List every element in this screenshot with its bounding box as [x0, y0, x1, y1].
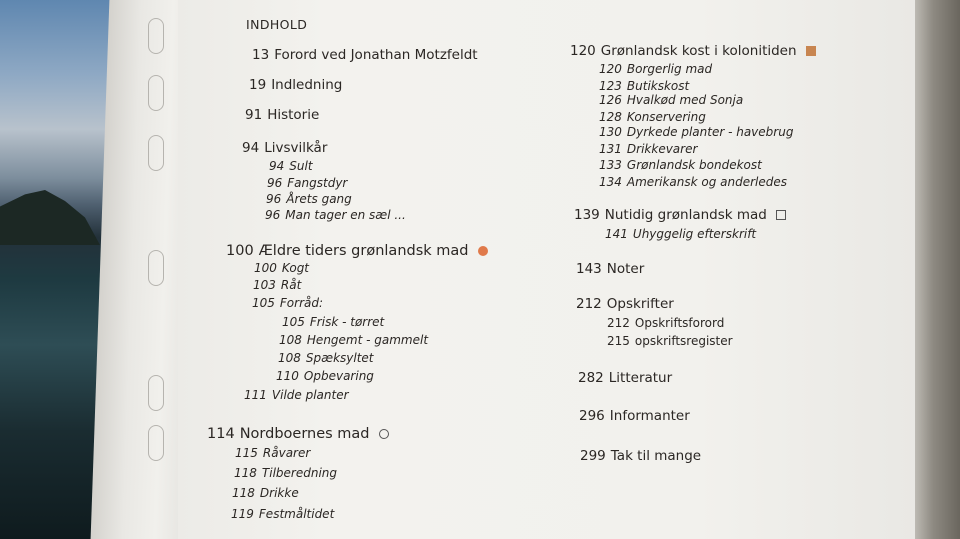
open-square-icon	[776, 210, 786, 220]
toc-subentry: 118 Tilberedning	[234, 466, 337, 480]
toc-subentry: 103 Råt	[253, 278, 302, 292]
toc-subentry: 96 Fangstdyr	[267, 176, 348, 190]
toc-subentry: 110 Opbevaring	[276, 369, 374, 383]
toc-chapter: 139 Nutidig grønlandsk mad	[574, 209, 786, 223]
toc-subentry: 108 Spæksyltet	[278, 351, 374, 365]
filled-square-icon	[806, 46, 816, 56]
toc-subentry: 100 Kogt	[254, 261, 310, 275]
binding-stitch	[148, 135, 164, 171]
binding-stitch	[148, 425, 164, 461]
toc-subentry: 212 Opskriftsforord	[607, 316, 725, 330]
toc-subentry: 128 Konservering	[599, 110, 706, 124]
toc-subentry: 94 Sult	[269, 159, 313, 173]
toc-subentry: 215 opskriftsregister	[607, 334, 733, 348]
toc-subentry: 133 Grønlandsk bondekost	[599, 158, 762, 172]
toc-subentry: 108 Hengemt - gammelt	[279, 333, 429, 347]
toc-entry: 94 Livsvilkår	[242, 140, 328, 156]
toc-subentry: 96 Man tager en sæl ...	[265, 208, 406, 222]
toc-chapter: 120 Grønlandsk kost i kolonitiden	[570, 45, 816, 59]
toc-subentry: 130 Dyrkede planter - havebrug	[599, 125, 794, 139]
toc-subentry: 119 Festmåltidet	[231, 507, 335, 521]
binding-stitch	[148, 250, 164, 286]
toc-subentry: 115 Råvarer	[235, 446, 311, 460]
toc-subentry: 141 Uhyggelig efterskrift	[605, 227, 757, 241]
toc-subentry: 105 Forråd:	[252, 296, 324, 310]
orange-dot-icon	[478, 246, 488, 256]
contents-heading: INDHOLD	[246, 17, 308, 32]
toc-subentry: 111 Vilde planter	[244, 388, 349, 402]
toc-chapter: 282 Litteratur	[578, 370, 673, 386]
toc-chapter: 299 Tak til mange	[580, 448, 702, 464]
toc-chapter: 100 Ældre tiders grønlandsk mad	[226, 244, 488, 259]
toc-chapter: 296 Informanter	[579, 408, 690, 424]
toc-subentry: 123 Butikskost	[599, 79, 690, 93]
toc-entry: 91 Historie	[245, 107, 320, 123]
toc-subentry: 131 Drikkevarer	[599, 142, 698, 156]
toc-entry: 19 Indledning	[249, 77, 343, 93]
toc-chapter: 114 Nordboernes mad	[207, 427, 389, 442]
toc-chapter: 143 Noter	[576, 261, 645, 277]
toc-chapter: 212 Opskrifter	[576, 296, 674, 312]
toc-subentry: 134 Amerikansk og anderledes	[599, 175, 788, 189]
toc-subentry: 120 Borgerlig mad	[599, 62, 713, 76]
open-circle-icon	[379, 429, 389, 439]
toc-subentry: 105 Frisk - tørret	[282, 315, 385, 329]
toc-subentry: 126 Hvalkød med Sonja	[599, 93, 744, 107]
table-background	[915, 0, 960, 539]
binding-stitch	[148, 75, 164, 111]
binding-stitch	[148, 375, 164, 411]
toc-entry: 13 Forord ved Jonathan Motzfeldt	[252, 47, 478, 63]
toc-subentry: 118 Drikke	[232, 486, 299, 500]
mountain-silhouette	[0, 190, 100, 245]
binding-stitch	[148, 18, 164, 54]
toc-subentry: 96 Årets gang	[266, 192, 352, 206]
